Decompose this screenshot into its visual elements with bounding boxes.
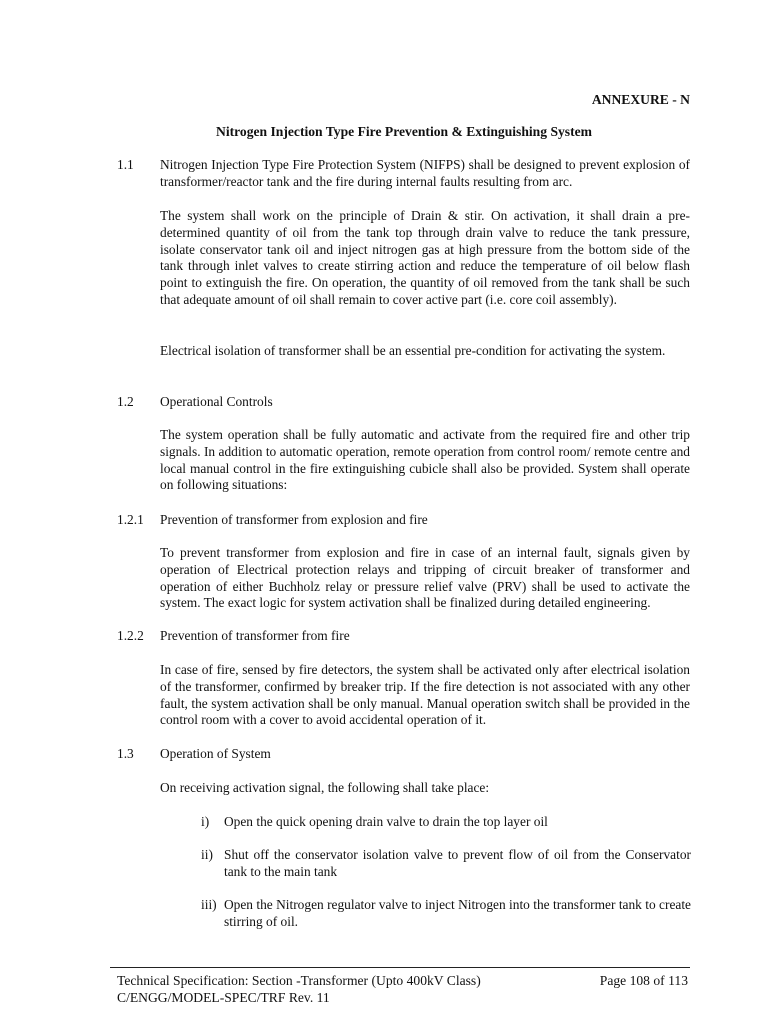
list-item-text: Open the quick opening drain valve to drain the top layer oil [224, 814, 548, 829]
footer-spec-code: C/ENGG/MODEL-SPEC/TRF Rev. 11 [117, 990, 330, 1005]
annexure-label: ANNEXURE - N [591, 92, 690, 107]
section-1-2-1-paragraph: To prevent transformer from explosion and fire in case of an internal fault, signals given by operation of Electrical protection relays and tripping of circuit breaker of transformer and operation of either Buchholz relay or pressure relief valve (PRV) shall be used to activate the system. The exact logic for system activation shall be finalized during detailed engineering. [160, 545, 690, 611]
section-1-3-intro: On receiving activation signal, the following shall take place: [160, 780, 490, 795]
section-1-2-paragraph: The system operation shall be fully automatic and activate from the required fire and other trip signals. In addition to automatic operation, remote operation from control room/ remote centre and local manual control in the fire extinguishing cubicle shall also be provided. System shall operate on following situations: [160, 427, 690, 493]
list-item-marker: iii) [201, 897, 217, 912]
section-1-2-heading: Operational Controls [160, 394, 273, 409]
section-1-1-paragraph-3: Electrical isolation of transformer shall be an essential pre-condition for activating the system. [160, 343, 666, 358]
document-title: Nitrogen Injection Type Fire Prevention & Extinguishing System [216, 124, 592, 139]
section-number-1-2: 1.2 [117, 394, 134, 409]
footer-spec-info [117, 972, 481, 1006]
list-item-text: Open the Nitrogen regulator valve to inject Nitrogen into the transformer tank to create stirring of oil. [224, 897, 691, 929]
list-item-marker: i) [201, 814, 210, 829]
section-1-3-heading: Operation of System [160, 746, 271, 761]
section-number-1-1: 1.1 [117, 157, 134, 172]
list-item-text: Shut off the conservator isolation valve to prevent flow of oil from the Conservator tank to the main tank [224, 847, 691, 879]
footer-page-number: Page 108 of 113 [599, 973, 688, 988]
section-number-1-2-1: 1.2.1 [117, 512, 144, 527]
section-1-2-2-paragraph: In case of fire, sensed by fire detectors, the system shall be activated only after electrical isolation of the transformer, confirmed by breaker trip. If the fire detection is not associated with any other fault, the system activation shall be only manual. Manual operation switch shall be provided in the control room with a cover to avoid accidental operation of it. [160, 662, 690, 728]
section-number-1-3: 1.3 [117, 746, 134, 761]
section-number-1-2-2: 1.2.2 [117, 628, 144, 643]
section-1-1-paragraph-1: Nitrogen Injection Type Fire Protection System (NIFPS) shall be designed to prevent explosion of transformer/reactor tank and the fire during internal faults resulting from arc. [160, 157, 690, 189]
section-1-2-2-heading: Prevention of transformer from fire [160, 628, 350, 643]
footer-divider [110, 967, 690, 968]
section-1-2-1-heading: Prevention of transformer from explosion and fire [160, 512, 428, 527]
list-item-marker: ii) [201, 847, 213, 862]
footer-spec-title: Technical Specification: Section -Transformer (Upto 400kV Class) [117, 973, 481, 988]
section-1-1-paragraph-2: The system shall work on the principle of Drain & stir. On activation, it shall drain a pre-determined quantity of oil from the tank top through drain valve to reduce the tank pressure, isolate conservator tank oil and inject nitrogen gas at high pressure from the bottom side of the tank through inlet valves to create stirring action and reduce the temperature of oil below flash point to extinguish the fire. On operation, the quantity of oil removed from the tank shall be such that adequate amount of oil shall remain to cover active part (i.e. core coil assembly). [160, 208, 690, 307]
